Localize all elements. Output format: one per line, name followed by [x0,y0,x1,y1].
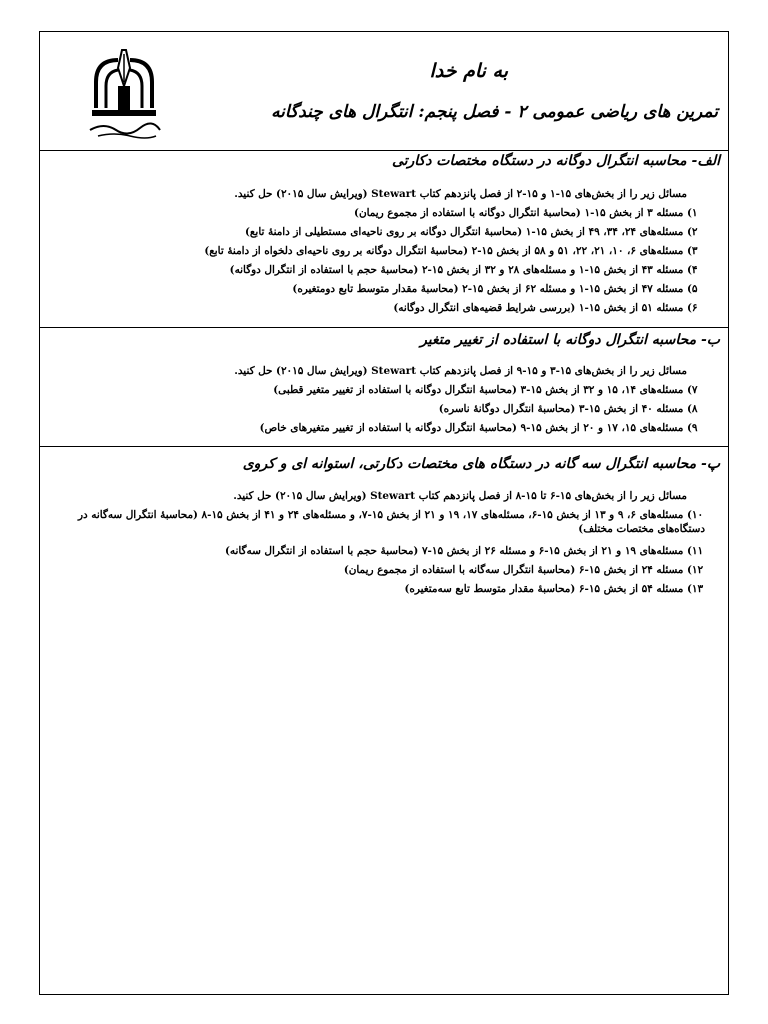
item-text: مسئله ۴۷ از بخش ۱۵-۱ و مسئله ۶۲ از بخش ۱۵-۲ (محاسبهٔ مقدار متوسط تابع دومتغیره) [292,283,684,295]
item-number: ۵) [687,283,698,295]
item-number: ۷) [687,384,698,396]
section-divider [40,327,728,328]
item-text: مسئله ۴۰ از بخش ۱۵-۳ (محاسبهٔ انتگرال دوگانهٔ ناسره) [438,403,684,415]
list-item [344,563,705,577]
item-text: مسئله‌های ۶، ۱۰، ۲۱، ۲۲، ۵۱ و ۵۸ از بخش ۱۵-۲ (محاسبهٔ انتگرال دوگانه بر روی ناحیه‌ای دلخواه از دامنهٔ تابع) [204,245,684,257]
list-item [225,544,705,558]
section-intro: مسائل زیر را از بخش‌های ۱۵-۳ و ۱۵-۹ از فصل پانزدهم کتاب Stewart (ویرایش سال ۲۰۱۵) حل کنید. [234,365,687,377]
section-intro: مسائل زیر را از بخش‌های ۱۵-۱ و ۱۵-۲ از فصل پانزدهم کتاب Stewart (ویرایش سال ۲۰۱۵) حل کنید. [234,188,687,200]
section-title: الف- محاسبه انتگرال دوگانه در دستگاه مختصات دکارتی [391,153,720,169]
list-item [393,301,705,315]
list-item [260,421,705,435]
item-number: ۳) [687,245,698,257]
list-item [292,282,705,296]
list-item [439,402,705,416]
section-title: ب- محاسبه انتگرال دوگانه با استفاده از تغییر متغیر [420,332,720,348]
page-frame [39,31,729,995]
item-number: ۲) [687,226,698,238]
list-item [230,263,705,277]
item-text: مسئله ۴۳ از بخش ۱۵-۱ و مسئله‌های ۲۸ و ۳۲ از بخش ۱۵-۲ (محاسبهٔ حجم با استفاده از انتگرال دوگانه) [229,264,684,276]
item-number: ۸) [687,403,698,415]
section-divider [40,150,728,151]
item-text: مسئله‌های ۲۴، ۳۴، ۴۹ از بخش ۱۵-۱ (محاسبهٔ انتگرال دوگانه بر روی ناحیه‌ای مستطیلی از دامنهٔ تابع) [244,226,684,238]
section-divider [40,446,728,447]
document-title: تمرین های ریاضی عمومی ۲ - فصل پنجم: انتگرال های چندگانه [271,102,718,122]
item-text: مسئله‌های ۶، ۹ و ۱۳ از بخش ۱۵-۶، مسئله‌های ۱۷، ۱۹ و ۲۱ از بخش ۱۵-۷، و مسئله‌های ۲۴ و ۴۱ از بخش ۱۵-۸ (محاسبهٔ انتگرال سه‌گانه در دستگاه‌های مختصات مختلف) [77,509,705,535]
item-number: ۹) [687,422,698,434]
list-item [245,225,705,239]
item-number: ۴) [687,264,698,276]
section-title: پ- محاسبه انتگرال سه گانه در دستگاه های مختصات دکارتی، استوانه ای و کروی [242,456,720,472]
item-number: ۱۲) [687,564,704,576]
list-item [405,582,705,596]
list-item [45,508,705,536]
item-number: ۱۱) [687,545,704,557]
item-number: ۱۳) [687,583,704,595]
list-item [354,206,705,220]
section-intro: مسائل زیر را از بخش‌های ۱۵-۶ تا ۱۵-۸ از فصل پانزدهم کتاب Stewart (ویرایش سال ۲۰۱۵) حل کنید. [233,490,687,502]
item-number: ۶) [687,302,698,314]
item-text: مسئله ۲۴ از بخش ۱۵-۶ (محاسبهٔ انتگرال سه‌گانه با استفاده از مجموع ریمان) [343,564,684,576]
item-text: مسئله‌های ۱۴، ۱۵ و ۳۲ از بخش ۱۵-۳ (محاسبهٔ انتگرال دوگانه با استفاده از تغییر متغیر قطبی) [273,384,684,396]
pen-nib-logo-icon [74,46,174,146]
bismillah-heading: به نام خدا [429,60,508,82]
item-number: ۱۰) [687,509,704,521]
item-text: مسئله ۵۱ از بخش ۱۵-۱ (بررسی شرایط قضیه‌های انتگرال دوگانه) [393,302,684,314]
item-text: مسئله‌های ۱۹ و ۲۱ از بخش ۱۵-۶ و مسئله ۲۶ از بخش ۱۵-۷ (محاسبهٔ حجم با استفاده از انتگرال سه‌گانه) [225,545,684,557]
item-text: مسئله‌های ۱۵، ۱۷ و ۲۰ از بخش ۱۵-۹ (محاسبهٔ انتگرال دوگانه با استفاده از تغییر متغیرهای خاص) [259,422,684,434]
list-item [204,244,705,258]
list-item [273,383,705,397]
page-header [40,32,728,150]
item-number: ۱) [687,207,698,219]
item-text: مسئله ۵۴ از بخش ۱۵-۶ (محاسبهٔ مقدار متوسط تابع سه‌متغیره) [404,583,684,595]
item-text: مسئله ۳ از بخش ۱۵-۱ (محاسبهٔ انتگرال دوگانه با استفاده از مجموع ریمان) [354,207,684,219]
